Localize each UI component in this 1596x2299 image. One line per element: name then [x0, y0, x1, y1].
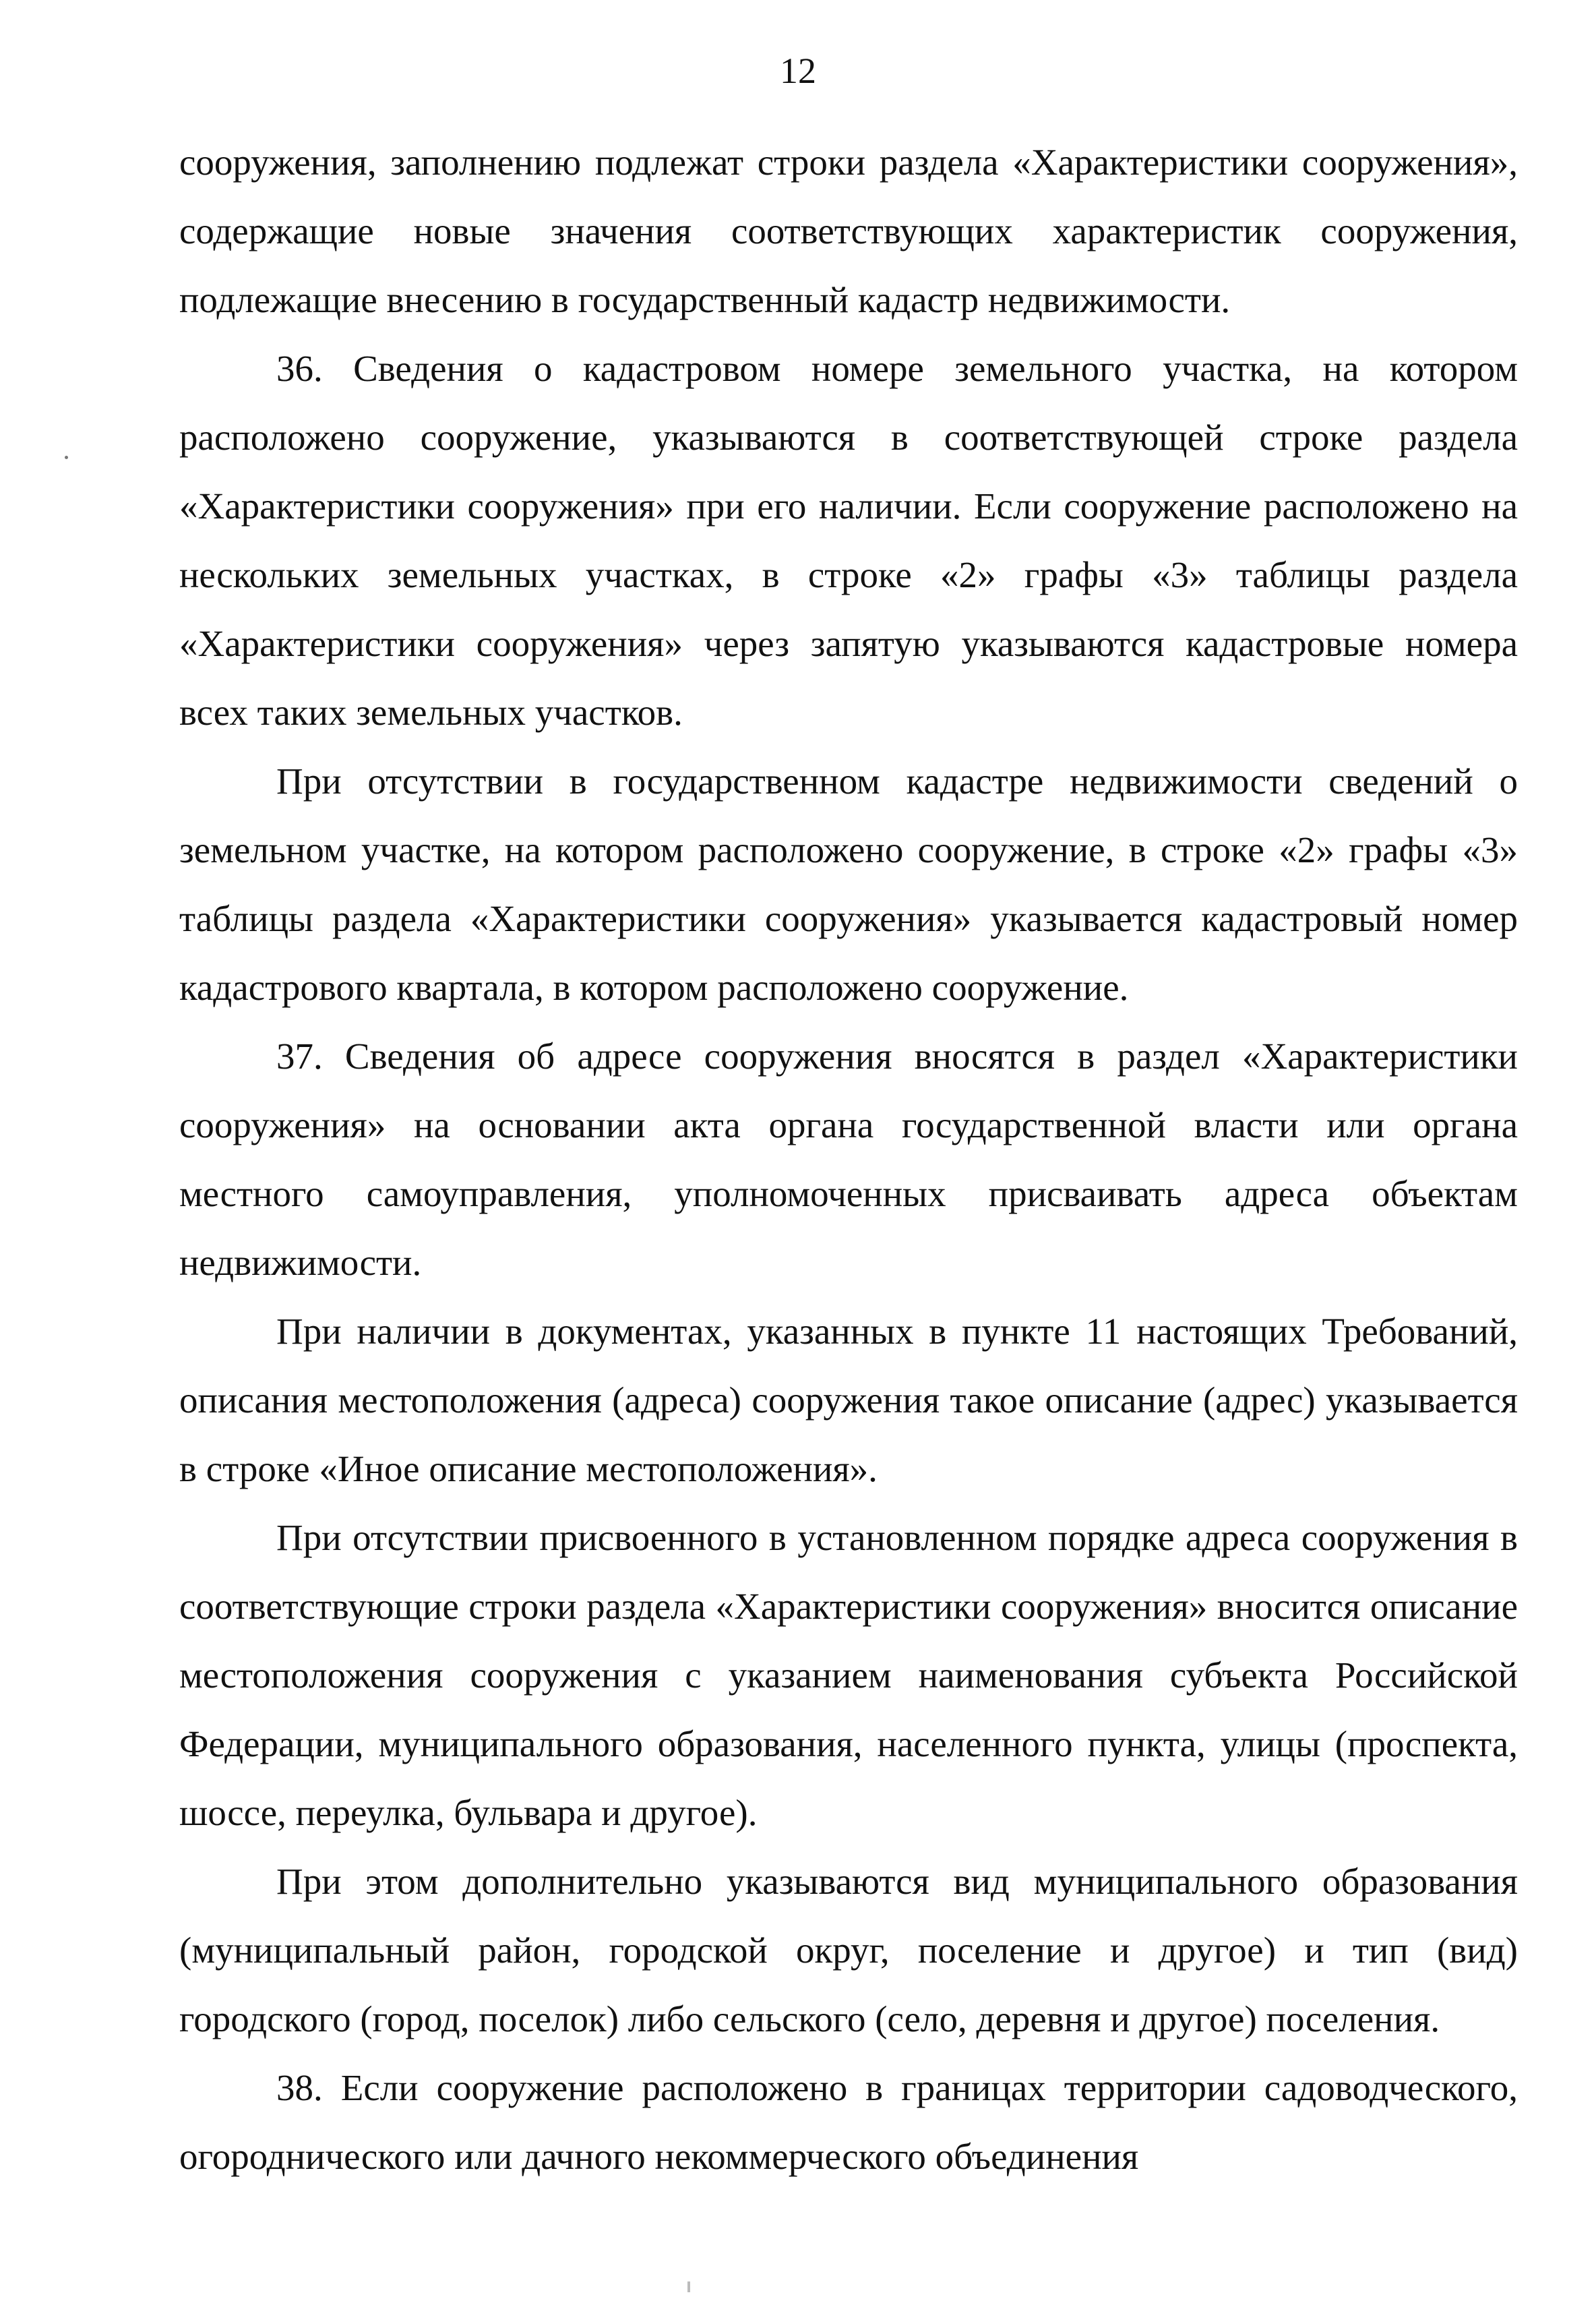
paragraph-item-37-no-address: При отсутствии присвоенного в установленном порядке адреса сооружения в соответствующие строки раздела «Характеристики сооружения» вносится описание местоположения сооружения с указанием наименования субъекта Российской Федерации, муниципального образования, населенного пункта, улицы (проспекта, шоссе, переулка, бульвара и другое).: [179, 1517, 1518, 1833]
page-number: 12: [780, 51, 816, 91]
document-body: [179, 128, 1518, 2191]
paragraph-item-36-absence: При отсутствии в государственном кадастре недвижимости сведений о земельном участке, на котором расположено сооружение, в строке «2» графы «3» таблицы раздела «Характеристики сооружения» указывается кадастровый номер кадастрового квартала, в котором расположено сооружение.: [179, 760, 1518, 1008]
paragraph-item-37-documents: При наличии в документах, указанных в пункте 11 настоящих Требований, описания местоположения (адреса) сооружения такое описание (адрес) указывается в строке «Иное описание местоположения».: [179, 1311, 1518, 1489]
paragraph-item-37: 37. Сведения об адресе сооружения вносятся в раздел «Характеристики сооружения» на основании акта органа государственной власти или органа местного самоуправления, уполномоченных присваивать адреса объектам недвижимости.: [179, 1036, 1518, 1283]
paragraph-item-38: 38. Если сооружение расположено в границах территории садоводческого, огороднического или дачного некоммерческого объединения: [179, 2067, 1518, 2177]
paragraph-item-36: 36. Сведения о кадастровом номере земельного участка, на котором расположено сооружение, указываются в соответствующей строке раздела «Характеристики сооружения» при его наличии. Если сооружение расположено на нескольких земельных участках, в строке «2» графы «3» таблицы раздела «Характеристики сооружения» через запятую указываются кадастровые номера всех таких земельных участков.: [179, 348, 1518, 733]
scan-artifact-dot: [65, 456, 68, 459]
paragraph-item-37-additional: При этом дополнительно указываются вид муниципального образования (муниципальный район, городской округ, поселение и другое) и тип (вид) городского (город, поселок) либо сельского (село, деревня и другое) поселения.: [179, 1861, 1518, 2039]
paragraph-continuation: сооружения, заполнению подлежат строки раздела «Характеристики сооружения», содержащие новые значения соответствующих характеристик сооружения, подлежащие внесению в государственный кадастр недвижимости.: [179, 142, 1518, 320]
scan-artifact-mark: [687, 2281, 690, 2292]
